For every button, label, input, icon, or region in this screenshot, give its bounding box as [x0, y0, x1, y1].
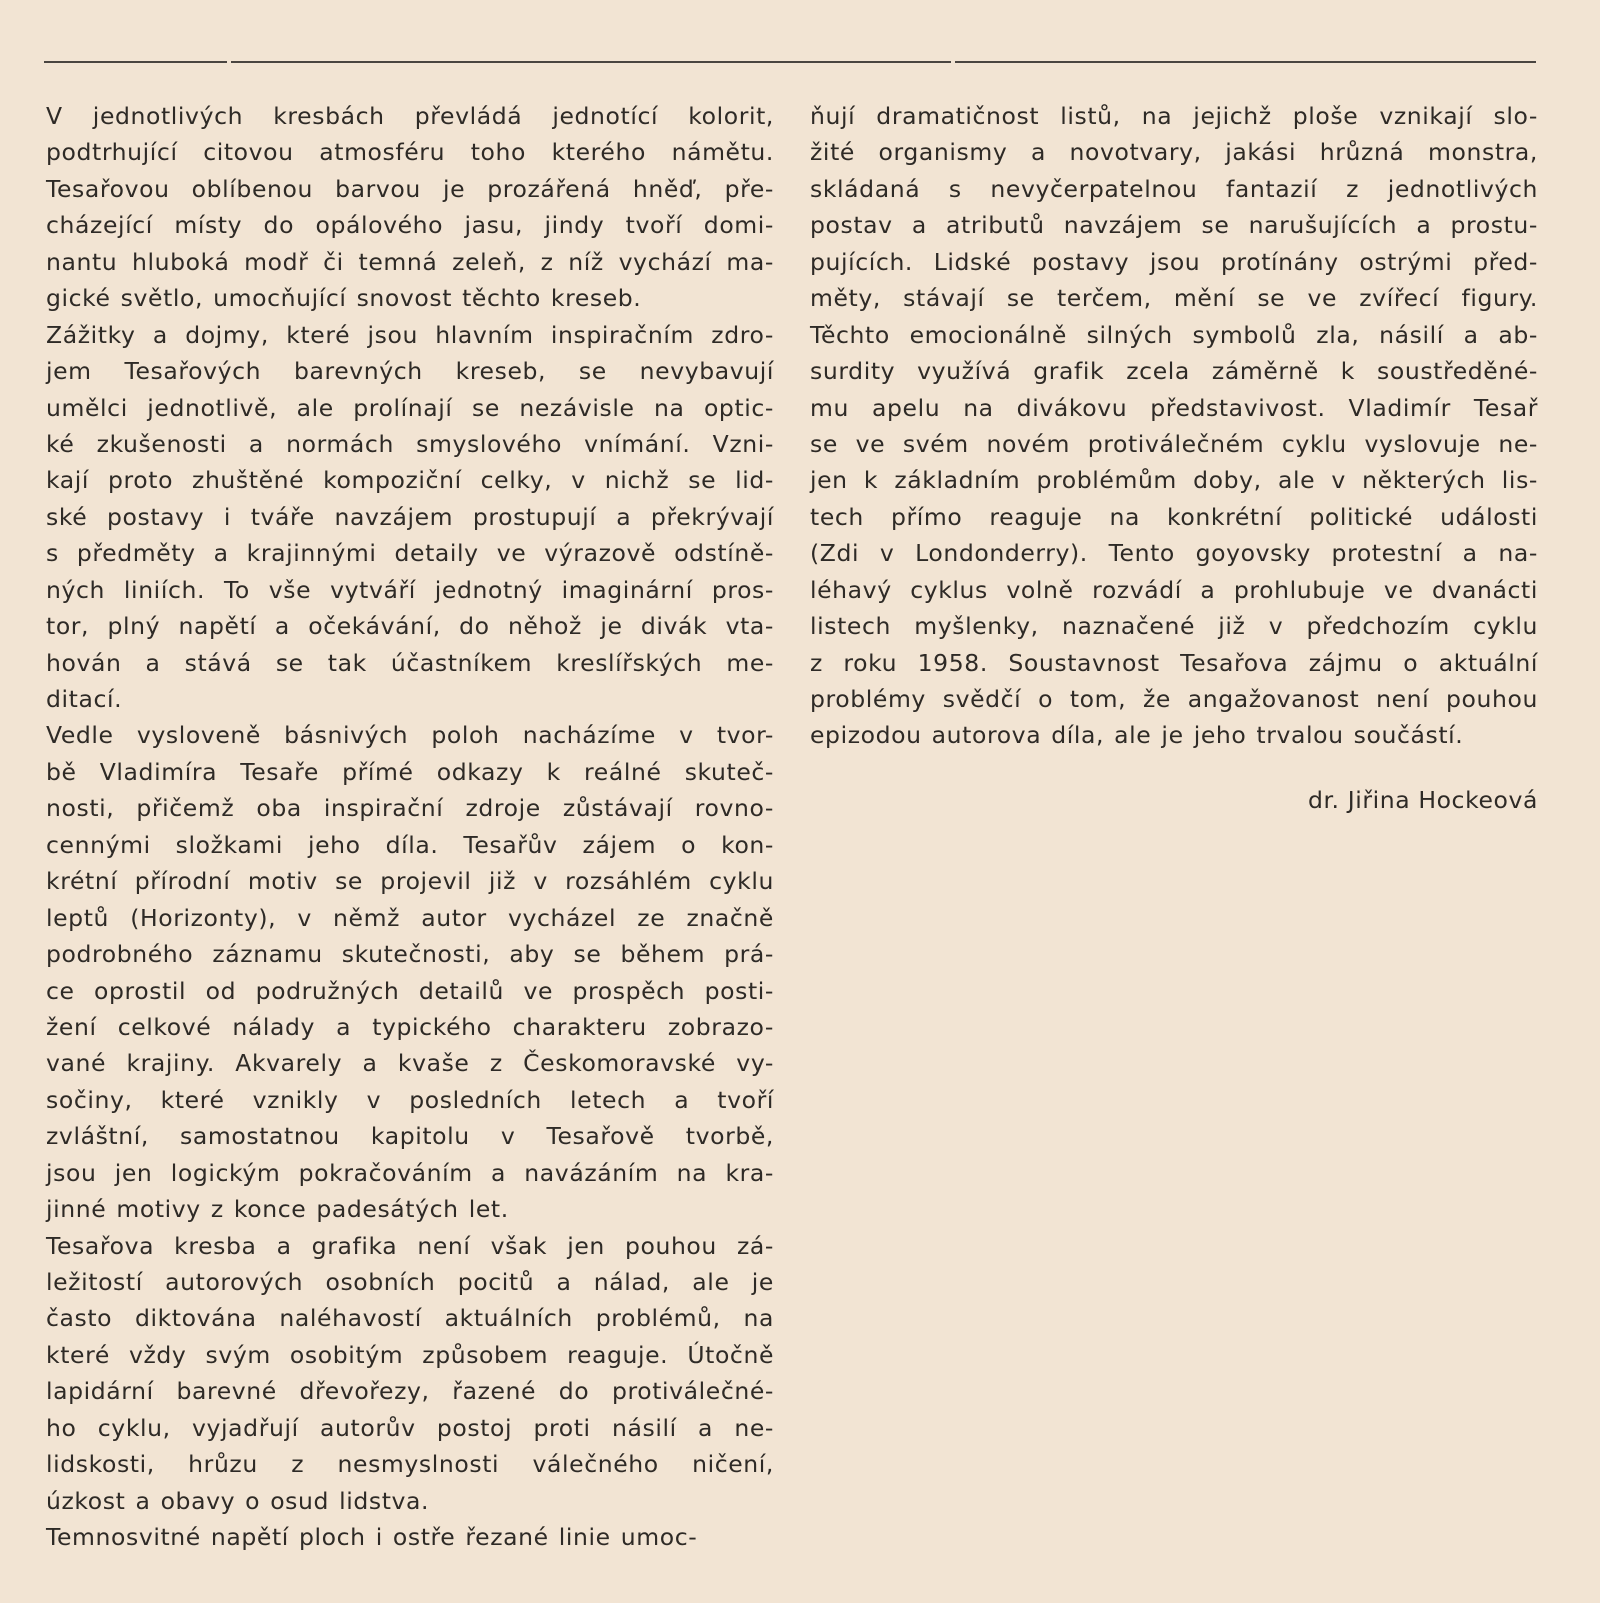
text-line: žení celkové nálady a typického charakteru zobrazo-	[46, 1012, 774, 1041]
text-line: gické světlo, umocňující snovost těchto kreseb.	[46, 284, 642, 313]
text-line: epizodou autorova díla, ale je jeho trvalou součástí.	[810, 721, 1464, 750]
text-line: cházející místy do opálového jasu, jindy tvoří domi-	[46, 211, 774, 240]
left-text-column	[46, 98, 774, 1556]
text-line: Těchto emocionálně silných symbolů zla, násilí a ab-	[810, 320, 1538, 349]
text-line: ce oprostil od podružných detailů ve prospěch posti-	[46, 976, 774, 1005]
text-line: léhavý cyklus volně rozvádí a prohlubuje ve dvanácti	[810, 575, 1538, 604]
text-line: jem Tesařových barevných kreseb, se nevybavují	[46, 357, 774, 386]
text-line: ležitostí autorových osobních pocitů a nálad, ale je	[46, 1268, 774, 1296]
text-line: jinné motivy z konce padesátých let.	[46, 1195, 509, 1224]
top-rule-left	[231, 61, 951, 63]
text-line: (Zdi v Londonderry). Tento goyovsky protestní a na-	[810, 539, 1538, 568]
text-line: problémy svědčí o tom, že angažovanost není pouhou	[810, 685, 1538, 713]
text-line: ňují dramatičnost listů, na jejichž ploše vznikají slo-	[810, 102, 1538, 130]
text-line: postav a atributů navzájem se narušujících a prostu-	[810, 211, 1538, 240]
text-line: často diktována naléhavostí aktuálních problémů, na	[46, 1304, 774, 1333]
text-line: mu apelu na divákovu představivost. Vladimír Tesař	[810, 393, 1538, 422]
text-line: úzkost a obavy o osud lidstva.	[46, 1486, 430, 1515]
text-line: skládaná s nevyčerpatelnou fantazií z jednotlivých	[810, 174, 1538, 203]
text-line: jen k základním problémům doby, ale v některých lis-	[810, 466, 1538, 495]
text-line: Zážitky a dojmy, které jsou hlavním inspiračním zdro-	[46, 320, 774, 349]
text-line: nosti, přičemž oba inspirační zdroje zůstávají rovno-	[46, 794, 774, 823]
text-line: zvláštní, samostatnou kapitolu v Tesařově tvorbě,	[46, 1122, 774, 1151]
text-line: ské postavy i tváře navzájem prostupují a překrývají	[46, 502, 774, 531]
author-signature: dr. Jiřina Hockeová	[1307, 786, 1538, 814]
top-rule-right	[955, 61, 1536, 63]
text-line: lidskosti, hrůzu z nesmyslnosti válečného ničení,	[46, 1450, 774, 1479]
text-line: V jednotlivých kresbách převládá jednotící kolorit,	[46, 102, 774, 130]
text-line: které vždy svým osobitým způsobem reaguje. Útočně	[46, 1340, 774, 1369]
text-line: leptů (Horizonty), v němž autor vycházel ze značně	[46, 903, 774, 932]
text-line: Temnosvitné napětí ploch i ostře řezané linie umoc-	[46, 1523, 698, 1552]
text-line: Vedle vysloveně básnivých poloh nacházíme v tvor-	[46, 721, 774, 750]
text-line: krétní přírodní motiv se projevil již v rozsáhlém cyklu	[46, 867, 774, 896]
right-text-column	[810, 98, 1538, 754]
text-line: se ve svém novém protiválečném cyklu vyslovuje ne-	[810, 429, 1538, 458]
text-line: umělci jednotlivě, ale prolínají se nezávisle na optic-	[46, 393, 774, 422]
text-line: listech myšlenky, naznačené již v předchozím cyklu	[810, 612, 1538, 641]
text-line: tech přímo reaguje na konkrétní politické události	[810, 502, 1538, 531]
text-line: tor, plný napětí a očekávání, do něhož je divák vta-	[46, 612, 774, 641]
text-line: Tesařova kresba a grafika není však jen pouhou zá-	[46, 1231, 774, 1260]
text-line: kají proto zhuštěné kompoziční celky, v nichž se lid-	[46, 466, 774, 495]
text-line: nantu hluboká modř či temná zeleň, z níž vychází ma-	[46, 247, 774, 276]
top-rule-left-short	[44, 61, 227, 63]
text-line: Tesařovou oblíbenou barvou je prozářená hněď, pře-	[46, 174, 774, 203]
text-line: s předměty a krajinnými detaily ve výrazově odstíně-	[46, 539, 774, 568]
text-line: žité organismy a novotvary, jakási hrůzná monstra,	[810, 138, 1538, 167]
text-line: ných liniích. To vše vytváří jednotný imaginární pros-	[46, 575, 774, 604]
text-line: z roku 1958. Soustavnost Tesařova zájmu o aktuální	[810, 648, 1538, 677]
text-line: vané krajiny. Akvarely a kvaše z Českomoravské vy-	[46, 1049, 774, 1078]
text-line: podtrhující citovou atmosféru toho kterého námětu.	[46, 138, 774, 167]
text-line: surdity využívá grafik zcela záměrně k soustředěné-	[810, 357, 1538, 386]
text-line: pujících. Lidské postavy jsou protínány ostrými před-	[810, 247, 1538, 276]
text-line: lapidární barevné dřevořezy, řazené do protiválečné-	[46, 1377, 774, 1406]
text-line: ho cyklu, vyjadřují autorův postoj proti násilí a ne-	[46, 1413, 774, 1442]
text-line: cennými složkami jeho díla. Tesařův zájem o kon-	[46, 830, 774, 859]
text-line: jsou jen logickým pokračováním a navázáním na kra-	[46, 1158, 774, 1187]
text-line: ditací.	[46, 685, 123, 713]
text-line: ké zkušenosti a normách smyslového vnímání. Vzni-	[46, 429, 774, 458]
text-line: hován a stává se tak účastníkem kreslířských me-	[46, 648, 774, 677]
text-line: sočiny, které vznikly v posledních letech a tvoří	[46, 1085, 774, 1114]
text-line: bě Vladimíra Tesaře přímé odkazy k reálné skuteč-	[46, 757, 774, 786]
text-line: měty, stávají se terčem, mění se ve zvířecí figury.	[810, 284, 1538, 313]
text-line: podrobného záznamu skutečnosti, aby se během prá-	[46, 940, 774, 969]
